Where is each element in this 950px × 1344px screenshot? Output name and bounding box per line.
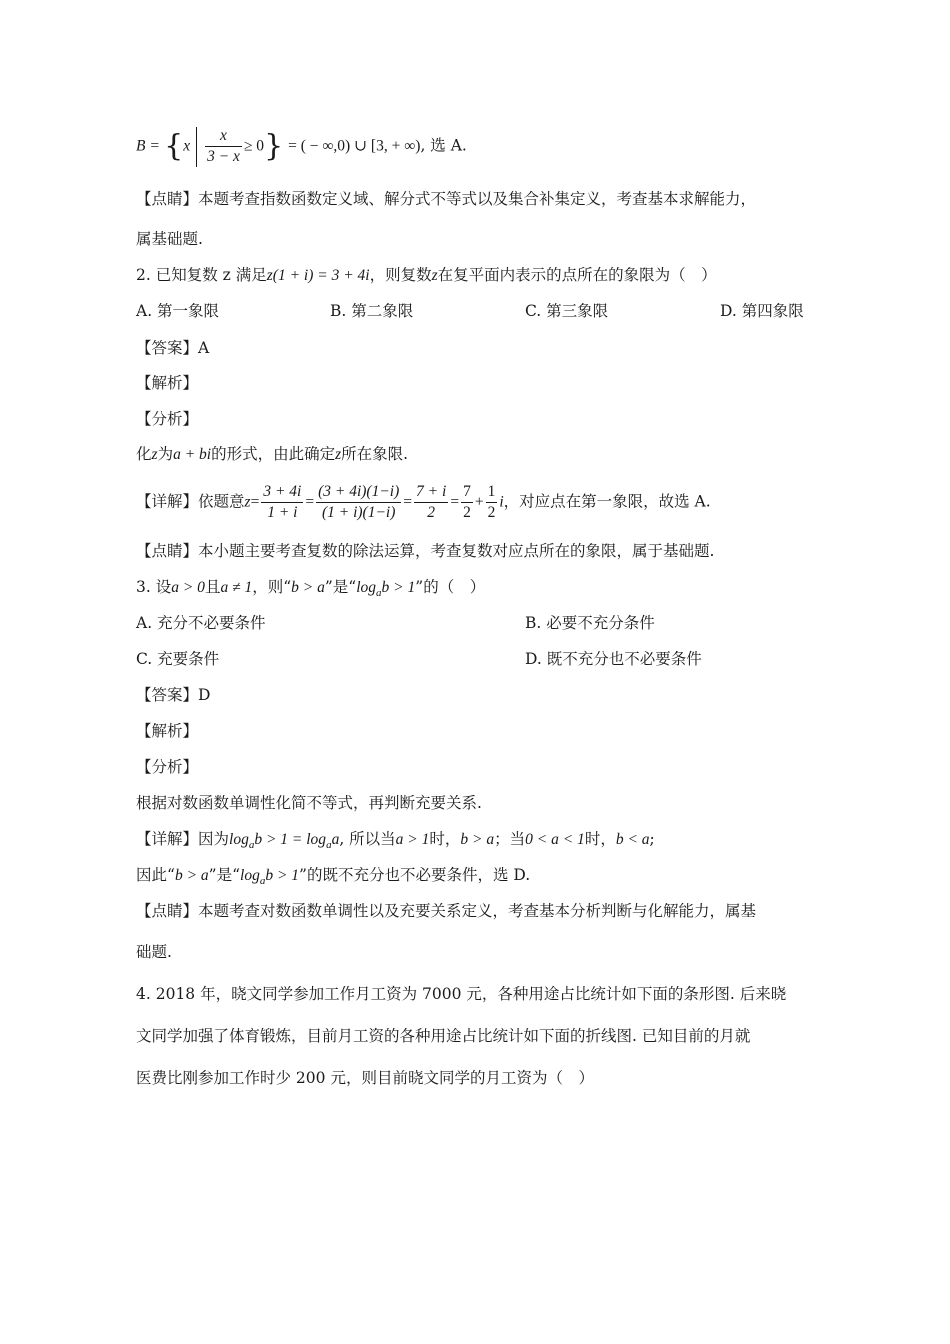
- fraction: $\frac{3 + 4i}{1 + i}$: [263, 483, 302, 521]
- detail-line: 【详解】依题意z= $\frac{3 + 4i}{1 + i}$ = $\frac{(3 + 4i)(1-i)}{(1 + i)(1-i)}$ = $\frac{7 + i}{2}$ = $\frac{7}{2}$ + $\frac{1}{2}$ i，对应点在第一象限，故选 A.: [136, 483, 711, 521]
- fraction: $\frac{1}{2}$: [487, 483, 496, 521]
- question-stem: 2. 已知复数 z 满足z(1 + i) = 3 + 4i，则复数z在复平面内表示的点所在的象限为（ ）: [136, 266, 717, 284]
- detail-line: 因此“b > a”是“$\log_ab > 1$”的既不充分也不必要条件，选 D.: [136, 866, 531, 887]
- fraction: $\frac{7 + i}{2}$: [416, 483, 447, 521]
- fraction: $\frac{7}{2}$: [463, 483, 471, 521]
- fraction: $\frac{x}{3 - x}$: [207, 127, 240, 165]
- question-stem: 4. 2018 年，晓文同学参加工作月工资为 7000 元，各种用途占比统计如下面的条形图. 后来晓: [136, 985, 787, 1003]
- comment-line: 【点睛】本题考查指数函数定义域、解分式不等式以及集合补集定义，考查基本求解能力，: [136, 190, 757, 208]
- option-a: A. 第一象限: [136, 302, 220, 320]
- comment-line: 【点睛】本小题主要考查复数的除法运算，考查复数对应点所在的象限，属于基础题.: [136, 542, 715, 560]
- fraction: $\frac{(3 + 4i)(1-i)}{(1 + i)(1-i)}$: [318, 483, 400, 521]
- question-stem: 3. 设a > 0且a ≠ 1，则“b > a”是“$\log_ab > 1$”的（ ）: [136, 578, 486, 599]
- fenxi-text: 根据对数函数单调性化简不等式，再判断充要关系.: [136, 794, 482, 812]
- question-stem: 文同学加强了体育锻炼，目前月工资的各种用途占比统计如下面的折线图. 已知目前的月就: [136, 1027, 751, 1045]
- option-b: B. 第二象限: [330, 302, 414, 320]
- fenxi-label: 【分析】: [136, 758, 199, 776]
- detail-line: 【详解】因为$\log_ab > 1 = \log_aa$, 所以当a > 1时，b > a；当0 < a < 1时，b < a;: [136, 830, 655, 851]
- option-d: D. 既不充分也不必要条件: [525, 650, 702, 668]
- option-c: C. 充要条件: [136, 650, 220, 668]
- set-b-line: B = {x $\frac{x}{3 - x}$ ≥ 0} = ( − ∞,0) ∪ [3, + ∞), 选 A.: [136, 127, 467, 165]
- answer: 【答案】A: [136, 339, 210, 357]
- option-a: A. 充分不必要条件: [136, 614, 266, 632]
- option-b: B. 必要不充分条件: [525, 614, 655, 632]
- comment-line: 属基础题.: [136, 230, 203, 248]
- comment-line: 础题.: [136, 943, 172, 961]
- fenxi-label: 【分析】: [136, 410, 199, 428]
- analysis-label: 【解析】: [136, 722, 199, 740]
- fenxi-text: 化z为a + bi的形式，由此确定z所在象限.: [136, 445, 409, 463]
- comment-line: 【点睛】本题考查对数函数单调性以及充要关系定义，考查基本分析判断与化解能力，属基: [136, 902, 757, 920]
- question-stem: 医费比刚参加工作时少 200 元，则目前晓文同学的月工资为（ ）: [136, 1069, 594, 1087]
- option-c: C. 第三象限: [525, 302, 609, 320]
- analysis-label: 【解析】: [136, 374, 199, 392]
- option-d: D. 第四象限: [720, 302, 804, 320]
- answer: 【答案】D: [136, 686, 211, 704]
